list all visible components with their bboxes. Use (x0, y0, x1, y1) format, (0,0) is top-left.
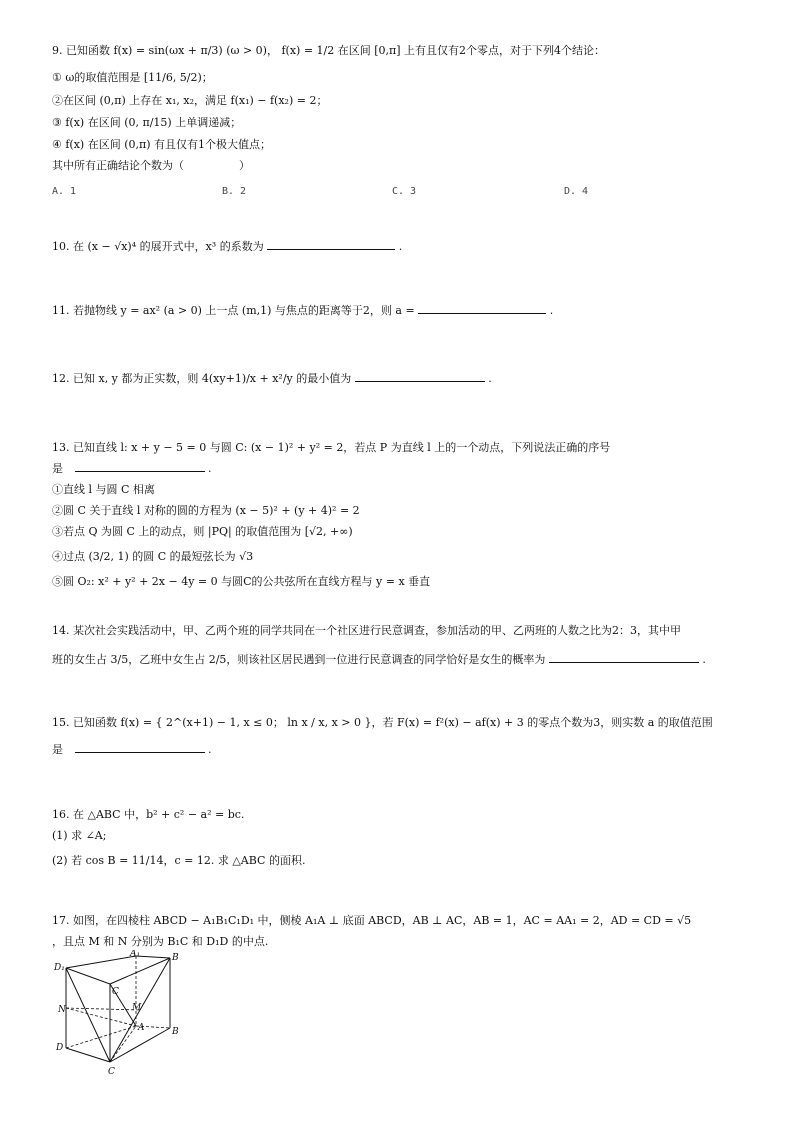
q14-period: . (702, 653, 706, 666)
q9-option-c: C. 3 (392, 186, 417, 197)
label-d: D (56, 1043, 64, 1053)
answer-blank[interactable] (267, 237, 395, 250)
label-a: A (138, 1023, 145, 1033)
label-b: B (172, 1027, 179, 1037)
question-14 (52, 620, 754, 670)
q17-stem: 17. 如图，在四棱柱 ABCD − A₁B₁C₁D₁ 中，侧棱 A₁A ⊥ 底面 ABCD，AB ⊥ AC，AB = 1，AC = AA₁ = 2，AD = CD = √5 (52, 914, 692, 927)
hidden-edge (66, 1026, 136, 1048)
q13-statement-3: ③若点 Q 为圆 C 上的动点，则 |PQ| 的取值范围为 [√2, +∞) (52, 525, 353, 538)
q15-stem: 15. 已知函数 f(x) = { 2^(x+1) − 1, x ≤ 0； ln x / x, x > 0 }，若 F(x) = f²(x) − af(x) + 3 的零点个数为3，则实数 a 的取值范围 (52, 716, 713, 729)
question-15 (52, 712, 754, 760)
answer-blank[interactable] (75, 740, 205, 753)
label-n: N (58, 1005, 66, 1015)
question-9 (52, 40, 754, 176)
answer-blank[interactable] (355, 369, 485, 382)
q13-statement-1: ①直线 l 与圆 C 相离 (52, 483, 155, 496)
q12-text: 12. 已知 x, y 都为正实数，则 4(xy+1)/x + x²/y 的最小值为 (52, 372, 352, 385)
label-a1: A₁ (130, 950, 141, 959)
label-b1: B (172, 953, 179, 963)
edge (136, 956, 170, 958)
q9-statement-2: ②在区间 (0,π) 上存在 x₁, x₂，满足 f(x₁) − f(x₂) = 2； (52, 94, 328, 107)
q15-answer-line (52, 739, 754, 760)
q13-statement-4: ④过点 (3/2, 1) 的圆 C 的最短弦长为 √3 (52, 550, 254, 563)
hidden-edge (66, 1008, 136, 1026)
hidden-edge (110, 1026, 136, 1062)
question-11 (52, 300, 754, 321)
q14-stem: 14. 某次社会实践活动中，甲、乙两个班的同学共同在一个社区进行民意调查，参加活动的甲、乙两班的人数之比为2：3，其中甲 (52, 624, 681, 637)
q13-statement-2: ②圆 C 关于直线 l 对称的圆的方程为 (x − 5)² + (y + 4)² = 2 (52, 504, 360, 517)
q13-stem: 13. 已知直线 l: x + y − 5 = 0 与圆 C: (x − 1)² + y² = 2，若点 P 为直线 l 上的一个动点，下列说法正确的序号 (52, 441, 611, 454)
q9-stem: 9. 已知函数 f(x) = sin(ωx + π/3) (ω > 0)， f(x) = 1/2 在区间 [0,π] 上有且仅有2个零点，对于下列4个结论： (52, 44, 606, 57)
q14-text: 班的女生占 3/5，乙班中女生占 2/5，则该社区居民遇到一位进行民意调查的同学恰好是女生的概率为 (52, 653, 546, 666)
question-16 (52, 804, 754, 871)
question-12 (52, 368, 754, 389)
q9-option-d: D. 4 (564, 186, 589, 197)
q11-period: . (549, 304, 554, 317)
q16-part-1: (1) 求 ∠A; (52, 829, 107, 842)
answer-blank[interactable] (418, 301, 546, 314)
answer-blank[interactable] (75, 459, 205, 472)
question-13 (52, 437, 754, 592)
q13-prefix: 是 (52, 462, 63, 475)
question-10 (52, 236, 754, 257)
q13-answer-line (52, 458, 754, 479)
prism-figure (52, 950, 192, 1083)
q17-stem-cont: ，且点 M 和 N 分别为 B₁C 和 D₁D 的中点. (52, 935, 269, 948)
q10-text: 10. 在 (x − √x)⁴ 的展开式中，x³ 的系数为 (52, 240, 264, 253)
q9-statement-1: ① ω的取值范围是 [11/6, 5/2)； (52, 71, 213, 84)
edge (66, 1048, 110, 1062)
q16-part-2: (2) 若 cos B = 11/14，c = 12. 求 △ABC 的面积. (52, 854, 306, 867)
edge (110, 958, 170, 984)
q14-answer-line (52, 649, 754, 670)
label-c1: C (112, 987, 119, 997)
q9-option-b: B. 2 (222, 186, 247, 197)
answer-blank[interactable] (549, 650, 699, 663)
q13-statement-5: ⑤圆 O₂: x² + y² + 2x − 4y = 0 与圆C的公共弦所在直线方程与 y = x 垂直 (52, 575, 431, 588)
q15-period: . (208, 743, 212, 756)
q10-period: . (398, 240, 403, 253)
q11-text: 11. 若抛物线 y = ax² (a > 0) 上一点 (m,1) 与焦点的距离等于2，则 a = (52, 304, 415, 317)
label-m: M (132, 1003, 142, 1013)
label-d1: D₁ (54, 963, 65, 973)
q12-period: . (488, 372, 492, 385)
prism-diagram (52, 950, 192, 1080)
q9-option-a: A. 1 (52, 186, 77, 197)
label-c: C (108, 1067, 115, 1077)
q9-statement-4: ④ f(x) 在区间 (0,π) 有且仅有1个极大值点； (52, 138, 272, 151)
edge (66, 956, 136, 968)
question-17 (52, 910, 754, 952)
q13-period: . (208, 462, 212, 475)
edge (110, 1028, 170, 1062)
q16-stem: 16. 在 △ABC 中，b² + c² − a² = bc. (52, 808, 245, 821)
q9-question: 其中所有正确结论个数为（ ） (52, 159, 250, 172)
hidden-edge (66, 1008, 140, 1010)
q15-prefix: 是 (52, 743, 63, 756)
q9-statement-3: ③ f(x) 在区间 (0, π/15) 上单调递减； (52, 116, 242, 129)
